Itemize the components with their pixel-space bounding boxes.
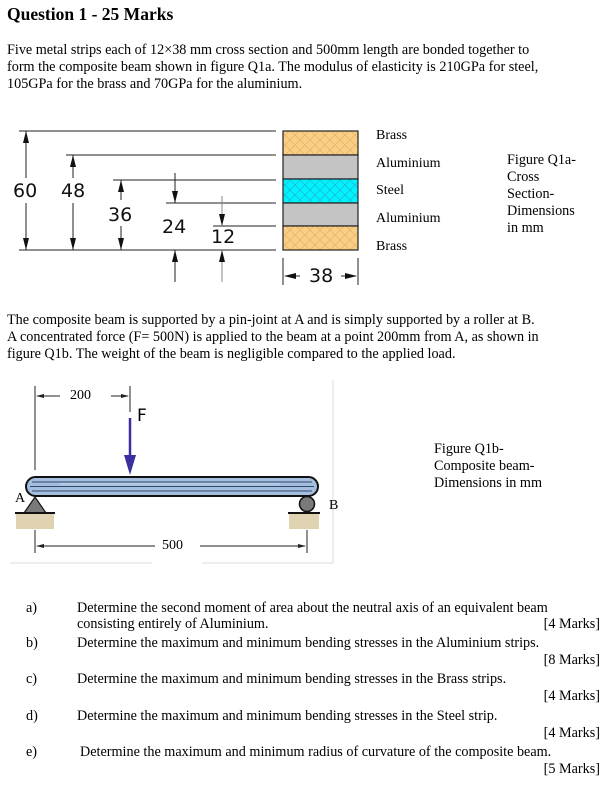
intro-line: 105GPa for the brass and 70GPa for the aluminium. xyxy=(7,76,303,92)
support-line: A concentrated force (F= 500N) is applied to the beam at a point 200mm from A, as shown in xyxy=(7,329,539,345)
task-letter: d) xyxy=(26,708,38,724)
task-letter: b) xyxy=(26,635,38,651)
force-label-F: F xyxy=(137,406,147,426)
caption-line: Dimensions xyxy=(507,203,575,219)
dim-12: 12 xyxy=(211,226,236,248)
task-text: Determine the maximum and minimum bending stresses in the Brass strips. xyxy=(77,671,507,687)
layer-label-aluminium-lower: Aluminium xyxy=(376,211,441,226)
support-paragraph xyxy=(7,312,607,363)
support-label-B: B xyxy=(329,498,339,513)
dim-60: 60 xyxy=(13,180,38,202)
caption-line: Figure Q1b- xyxy=(434,441,504,457)
task-letter: e) xyxy=(26,744,38,760)
task-marks: [4 Marks] xyxy=(543,616,600,632)
dim-200: 200 xyxy=(70,388,91,403)
dim-36: 36 xyxy=(108,204,133,226)
task-d xyxy=(0,708,614,742)
dim-48: 48 xyxy=(61,180,86,202)
dim-width-38: 38 xyxy=(309,265,334,287)
support-line: figure Q1b. The weight of the beam is negligible compared to the applied load. xyxy=(7,346,456,362)
layer-label-aluminium-upper: Aluminium xyxy=(376,156,441,171)
intro-paragraph xyxy=(7,42,607,93)
task-c xyxy=(0,671,614,705)
intro-line: Five metal strips each of 12×38 mm cross section and 500mm length are bonded together to xyxy=(7,42,530,58)
figure-q1b-caption xyxy=(434,441,542,492)
task-text xyxy=(77,600,607,632)
task-marks: [8 Marks] xyxy=(543,652,600,668)
task-letter: c) xyxy=(26,671,38,687)
task-line: Determine the second moment of area about the neutral axis of an equivalent beam xyxy=(77,600,548,616)
task-b xyxy=(0,635,614,669)
support-line: The composite beam is supported by a pin-joint at A and is simply supported by a roller at B. xyxy=(7,312,535,328)
figure-q1a-caption xyxy=(507,152,576,237)
task-marks: [4 Marks] xyxy=(543,725,600,741)
caption-line: Section- xyxy=(507,186,555,202)
question-title: Question 1 - 25 Marks xyxy=(7,4,174,24)
task-letter: a) xyxy=(26,600,38,616)
caption-line: Figure Q1a- xyxy=(507,152,576,168)
caption-line: Composite beam- xyxy=(434,458,535,474)
task-text: Determine the maximum and minimum radius of curvature of the composite beam. xyxy=(80,744,552,760)
caption-line: Dimensions in mm xyxy=(434,475,542,491)
task-text: Determine the maximum and minimum bending stresses in the Steel strip. xyxy=(77,708,498,724)
layer-label-brass-bottom: Brass xyxy=(376,239,408,254)
task-e xyxy=(0,744,614,778)
task-marks: [5 Marks] xyxy=(543,761,600,777)
layer-label-brass-top: Brass xyxy=(376,128,408,143)
task-text: Determine the maximum and minimum bending stresses in the Aluminium strips. xyxy=(77,635,540,651)
intro-line: form the composite beam shown in figure Q1a. The modulus of elasticity is 210GPa for steel, xyxy=(7,59,539,75)
layer-label-steel: Steel xyxy=(376,183,404,198)
support-label-A: A xyxy=(15,491,26,506)
task-a xyxy=(0,600,614,634)
caption-line: Cross xyxy=(507,169,540,185)
task-line: consisting entirely of Aluminium. xyxy=(77,616,269,632)
task-marks: [4 Marks] xyxy=(543,688,600,704)
dim-24: 24 xyxy=(162,216,187,238)
caption-line: in mm xyxy=(507,220,544,236)
dim-500: 500 xyxy=(162,538,183,553)
